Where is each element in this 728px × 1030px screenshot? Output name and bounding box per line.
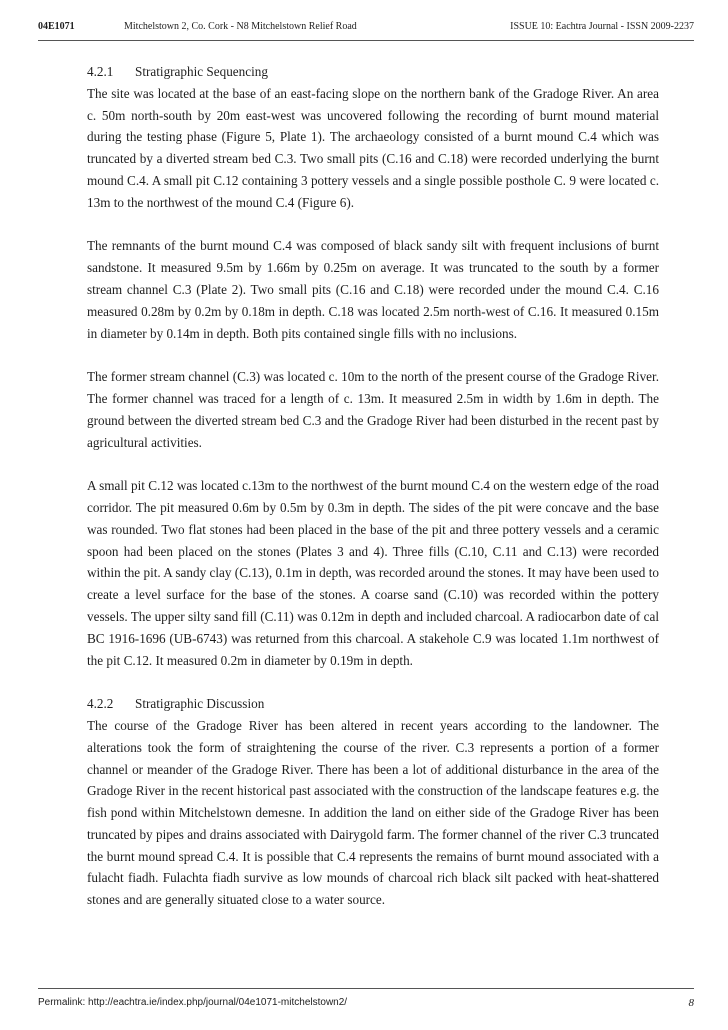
permalink[interactable]: Permalink: http://eachtra.ie/index.php/journal/04e1071-mitchelstown2/ [38, 997, 348, 1008]
site-name: Mitchelstown 2, Co. Cork - N8 Mitchelstown Relief Road [124, 21, 357, 32]
section-title: Stratigraphic Sequencing [135, 64, 268, 79]
section-number: 4.2.1 [87, 64, 114, 79]
page-footer [38, 995, 694, 1011]
journal-issue: ISSUE 10: Eachtra Journal - ISSN 2009-2237 [510, 21, 694, 32]
paragraph: The site was located at the base of an east-facing slope on the northern bank of the Gradoge River. An area c. 50m north-south by 20m east-west was uncovered following the recording of burnt mound material during the testing phase (Figure 5, Plate 1). The archaeology consisted of a burnt mound C.4 which was truncated by a diverted stream bed C.3. Two small pits (C.16 and C.18) were recorded underlying the burnt mound C.4. A small pit C.12 containing 3 pottery vessels and a single possible posthole C. 9 were located c. 13m to the northwest of the mound C.4 (Figure 6). [87, 85, 659, 210]
paragraph: The remnants of the burnt mound C.4 was composed of black sandy silt with frequent inclusions of burnt sandstone. It measured 9.5m by 1.66m by 0.25m on average. It was truncated to the south by a former stream channel C.3 (Plate 2). Two small pits (C.16 and C.18) were recorded under the mound C.4. C.16 measured 0.28m by 0.2m by 0.18m in depth. C.18 was located 2.5m north-west of C.16. It measured 0.15m in diameter by 0.14m in depth. Both pits contained single fills with no inclusions. [87, 238, 659, 341]
footer-divider [38, 988, 694, 989]
article-body [87, 61, 659, 911]
section-heading [87, 693, 659, 715]
page-number: 8 [688, 997, 694, 1009]
section-title: Stratigraphic Discussion [135, 696, 265, 712]
paragraph: The course of the Gradoge River has been altered in recent years according to the landowner. The alterations took the form of straightening the course of the river. C.3 represents a portion of a former channel or meander of the Gradoge River. There has been a lot of additional disturbance in the area of the Gradoge River in the recent historical past associated with the construction of the landscape features e.g. the fish pond within Mitchelstown demesne. In addition the land on either side of the Gradoge River has been truncated by pipes and drains associated with Dairygold farm. The former channel of the river C.3 truncated the burnt mound spread C.4. It is possible that C.4 represents the remains of burnt mound associated with a fulacht fiadh. Fulachta fiadh survive as low mounds of charcoal rich black silt packed with heat-shattered stones and are generally situated close to a water source. [87, 717, 659, 908]
paragraph: The former stream channel (C.3) was located c. 10m to the north of the present course of the Gradoge River. The former channel was traced for a length of c. 13m. It measured 2.5m in width by 1.6m in depth. The ground between the diverted stream bed C.3 and the Gradoge River had been disturbed in the recent past by agricultural activities. [87, 369, 659, 450]
site-id: 04E1071 [38, 21, 75, 32]
page-header [38, 19, 694, 35]
paragraph: A small pit C.12 was located c.13m to the northwest of the burnt mound C.4 on the western edge of the road corridor. The pit measured 0.6m by 0.5m by 0.3m in depth. The sides of the pit were concave and the base was rounded. Two flat stones had been placed in the base of the pit and three pottery vessels and a ceramic spoon had been placed on the stones (Plates 3 and 4). Three fills (C.10, C.11 and C.13) were recorded within the pit. A sandy clay (C.13), 0.1m in depth, was recorded around the stones. It may have been used to create a level surface for the base of the stones. A coarse sand (C.10) was recorded within the pottery vessels. The upper silty sand fill (C.11) was 0.12m in depth and included charcoal. A radiocarbon date of cal BC 1916-1696 (UB-6743) was returned from this charcoal. A stakehole C.9 was located 1.1m northwest of the pit C.12. It measured 0.2m in diameter by 0.19m in depth. [87, 478, 659, 668]
section-heading [87, 61, 659, 83]
header-divider [38, 40, 694, 41]
section-number: 4.2.2 [87, 696, 114, 712]
